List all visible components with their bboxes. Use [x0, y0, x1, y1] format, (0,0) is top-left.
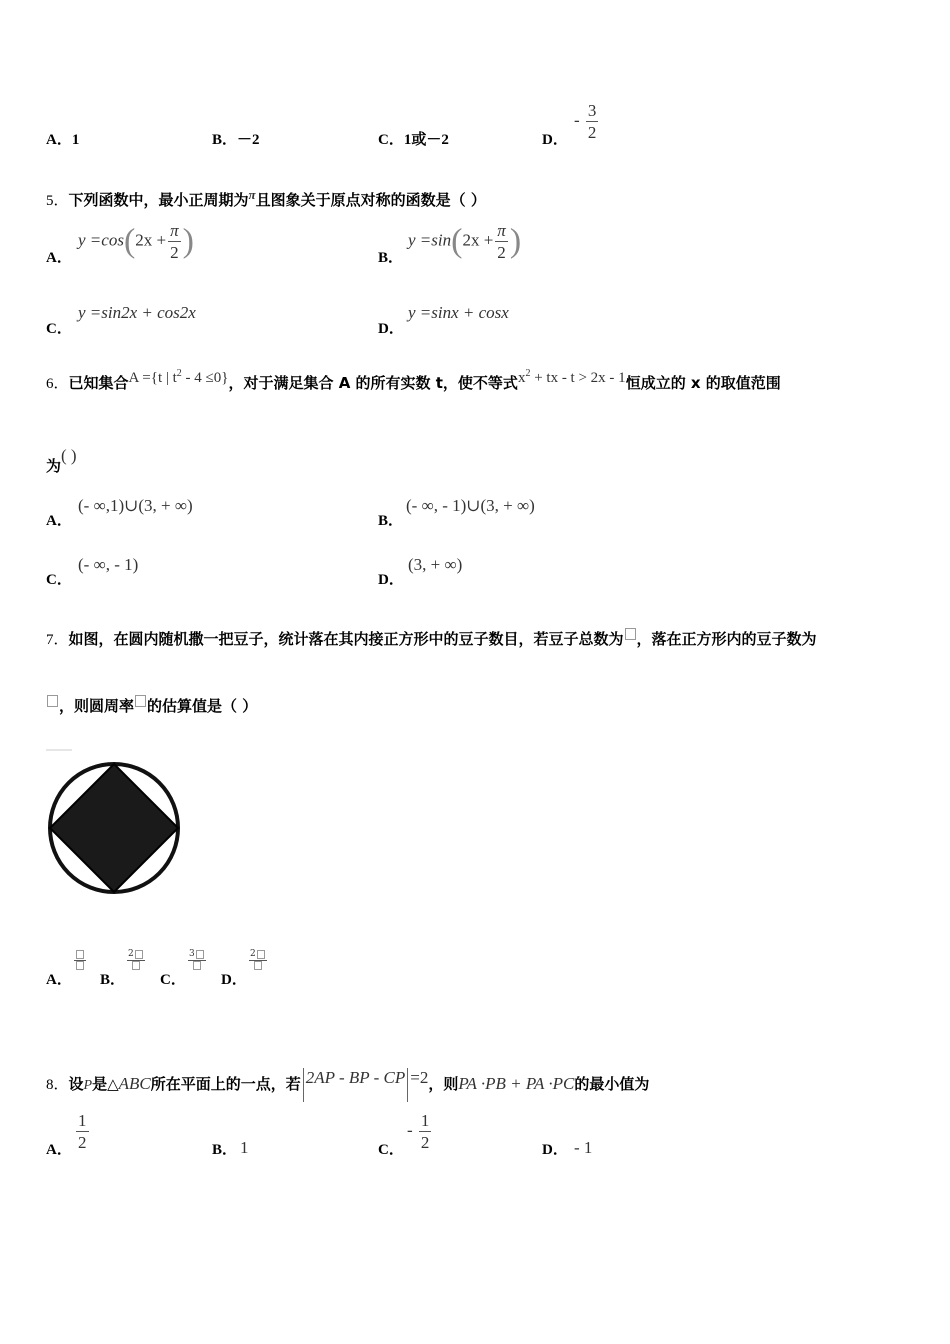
fraction — [419, 1112, 432, 1151]
denominator — [253, 961, 263, 971]
q7-option-d-value — [249, 942, 267, 971]
q4-option-d-value — [574, 102, 600, 141]
stem-text: ，落在正方形内的豆子数为 — [636, 630, 817, 648]
point-p: P — [83, 1078, 93, 1093]
q7-option-c-label: C． — [160, 972, 186, 988]
q6-stem-line2 — [46, 446, 77, 476]
minus-sign: - — [574, 110, 580, 130]
mini-fraction — [188, 950, 206, 971]
stem-text: ，则圆周率 — [59, 697, 135, 715]
abs-bar-left — [303, 1068, 304, 1102]
denominator: 2 — [587, 123, 597, 142]
stem-text: 已知集合 — [68, 374, 129, 392]
option-label: A． — [46, 132, 72, 148]
circle-square-figure — [44, 748, 184, 902]
q8-option-c-label: C． — [378, 1142, 404, 1158]
q7-option-b-value — [127, 942, 145, 971]
denominator: 2 — [497, 243, 506, 262]
missing-symbol-box — [196, 950, 204, 959]
left-paren: ( — [451, 222, 463, 260]
expr-inner: 2x + — [135, 230, 167, 250]
ineq-base: x — [517, 370, 526, 386]
option-label: B． — [212, 132, 238, 148]
q8-option-b-value: 1 — [240, 1138, 249, 1157]
missing-symbol-box — [135, 695, 146, 707]
q8-option-d-label: D． — [542, 1142, 568, 1158]
expr-lhs: y =sin — [408, 230, 452, 250]
set-expr-text: A ={t | t — [128, 370, 177, 386]
missing-symbol-box — [254, 961, 262, 970]
abs-bar-right — [407, 1068, 408, 1102]
stem-text: ，则 — [428, 1075, 459, 1093]
vector-abs-expression — [301, 1068, 429, 1093]
missing-symbol-box — [193, 961, 201, 970]
q4-option-c — [378, 128, 449, 149]
q7-option-b-label: B． — [100, 972, 126, 988]
q8-option-c-value — [407, 1112, 433, 1151]
exponent: 2 — [176, 368, 182, 379]
q6-option-c-expr: (- ∞, - 1) — [78, 555, 139, 574]
left-paren: ( — [123, 222, 136, 260]
denominator — [75, 961, 85, 971]
q8-option-a-label: A． — [46, 1142, 72, 1158]
option-text: 1或－2 — [403, 132, 449, 148]
q6-option-a-label: A． — [46, 513, 72, 529]
q7-stem-line2 — [46, 695, 257, 716]
set-expression — [129, 370, 229, 386]
q5-option-b-label: B． — [378, 250, 404, 266]
fraction — [495, 222, 508, 261]
stem-text: 为 — [46, 457, 62, 475]
q6-stem-line1 — [46, 368, 781, 393]
abs-expr-inner: 2AP - BP - CP — [305, 1068, 406, 1087]
pi-symbol: π — [248, 187, 256, 202]
numerator: 1 — [420, 1111, 430, 1130]
missing-symbol-box — [257, 950, 265, 959]
q7-option-a-value — [74, 942, 86, 971]
right-paren: ) — [509, 222, 522, 260]
q8-stem — [46, 1068, 649, 1102]
stem-text: 设 — [68, 1075, 84, 1093]
question-number: 8． — [46, 1077, 69, 1093]
mini-fraction — [127, 950, 145, 971]
q7-option-c-value — [188, 942, 206, 971]
option-text: －2 — [237, 132, 260, 148]
q5-stem — [46, 187, 486, 210]
q6-option-c-label: C． — [46, 572, 72, 588]
q7-option-a-label: A． — [46, 972, 72, 988]
stem-text: 所在平面上的一点，若 — [150, 1075, 301, 1093]
missing-symbol-box — [47, 695, 58, 707]
q5-option-b-expr — [408, 222, 521, 261]
q8-option-a-value — [74, 1112, 91, 1151]
option-label: C． — [378, 132, 404, 148]
stem-text: 恒成立的 x 的取值范围 — [625, 374, 781, 392]
denominator: 2 — [78, 1133, 87, 1152]
q4-option-b — [212, 128, 260, 149]
numerator — [74, 950, 86, 961]
triangle-abc: ABC — [118, 1074, 151, 1093]
coefficient: 2 — [128, 949, 134, 959]
stem-text: 且图象关于原点对称的函数是（ ） — [255, 191, 486, 209]
numerator: π — [170, 221, 179, 240]
missing-symbol-box — [132, 961, 140, 970]
question-number: 6． — [46, 376, 69, 392]
exponent: 2 — [525, 368, 531, 379]
q6-option-d-expr: (3, + ∞) — [408, 555, 463, 574]
numerator: π — [497, 221, 506, 240]
fraction — [168, 222, 181, 261]
denominator — [131, 961, 141, 971]
expr-lhs: y =cos — [78, 230, 124, 250]
minus-sign: - — [407, 1120, 413, 1140]
q5-option-d-label: D． — [378, 321, 404, 337]
missing-symbol-box — [76, 950, 84, 959]
dot-product-expression: PA ·PB + PA ·PC — [458, 1074, 575, 1093]
q5-option-a-expr — [78, 222, 194, 261]
numerator: 1 — [78, 1111, 87, 1130]
ineq-tail: + tx - t > 2x - 1 — [530, 370, 626, 386]
question-number: 5． — [46, 193, 69, 209]
q6-option-d-label: D． — [378, 572, 404, 588]
stem-text: 的最小值为 — [574, 1075, 650, 1093]
expr-inner: 2x + — [462, 230, 494, 250]
stem-text: 是△ — [92, 1075, 119, 1093]
right-paren: ) — [182, 222, 194, 260]
coefficient: 2 — [250, 949, 256, 959]
missing-symbol-box — [625, 628, 636, 640]
answer-blank: ( ) — [61, 446, 77, 465]
denominator: 2 — [420, 1133, 430, 1152]
missing-symbol-box — [135, 950, 143, 959]
question-number: 7． — [46, 632, 69, 648]
fraction — [586, 102, 599, 141]
q8-option-b-label: B． — [212, 1142, 238, 1158]
denominator — [192, 961, 202, 971]
inequality-expression — [518, 370, 626, 386]
stem-text: 如图，在圆内随机撒一把豆子，统计落在其内接正方形中的豆子数目，若豆子总数为 — [68, 630, 624, 648]
q5-option-c-label: C． — [46, 321, 72, 337]
q6-option-b-label: B． — [378, 513, 404, 529]
mini-fraction — [249, 950, 267, 971]
q7-stem-line1 — [46, 628, 817, 649]
numerator — [188, 950, 206, 961]
stem-text: 的估算值是（ ） — [147, 697, 258, 715]
numerator: 3 — [587, 101, 597, 120]
denominator: 2 — [170, 243, 179, 262]
q6-option-b-expr: (- ∞, - 1)∪(3, + ∞) — [406, 496, 535, 515]
abs-expr-rhs: =2 — [410, 1068, 429, 1087]
stem-text: ，对于满足集合 A 的所有实数 t，使不等式 — [228, 374, 518, 392]
q5-option-a-label: A． — [46, 250, 72, 266]
q7-option-d-label: D． — [221, 972, 247, 988]
fraction — [76, 1112, 89, 1151]
mini-fraction — [74, 950, 86, 971]
missing-symbol-box — [76, 961, 84, 970]
q4-option-a — [46, 128, 79, 149]
q4-option-d-label: D． — [542, 132, 568, 148]
q6-option-a-expr: (- ∞,1)∪(3, + ∞) — [78, 496, 193, 515]
q5-option-d-expr: y =sinx + cosx — [408, 303, 509, 322]
q8-option-d-value: - 1 — [574, 1138, 593, 1157]
coefficient: 3 — [189, 949, 195, 959]
option-text: 1 — [71, 132, 80, 148]
numerator — [249, 950, 267, 961]
set-expr-tail: - 4 ≤0} — [181, 370, 229, 386]
stem-text: 下列函数中，最小正周期为 — [68, 191, 249, 209]
numerator — [127, 950, 145, 961]
q5-option-c-expr: y =sin2x + cos2x — [78, 303, 196, 322]
